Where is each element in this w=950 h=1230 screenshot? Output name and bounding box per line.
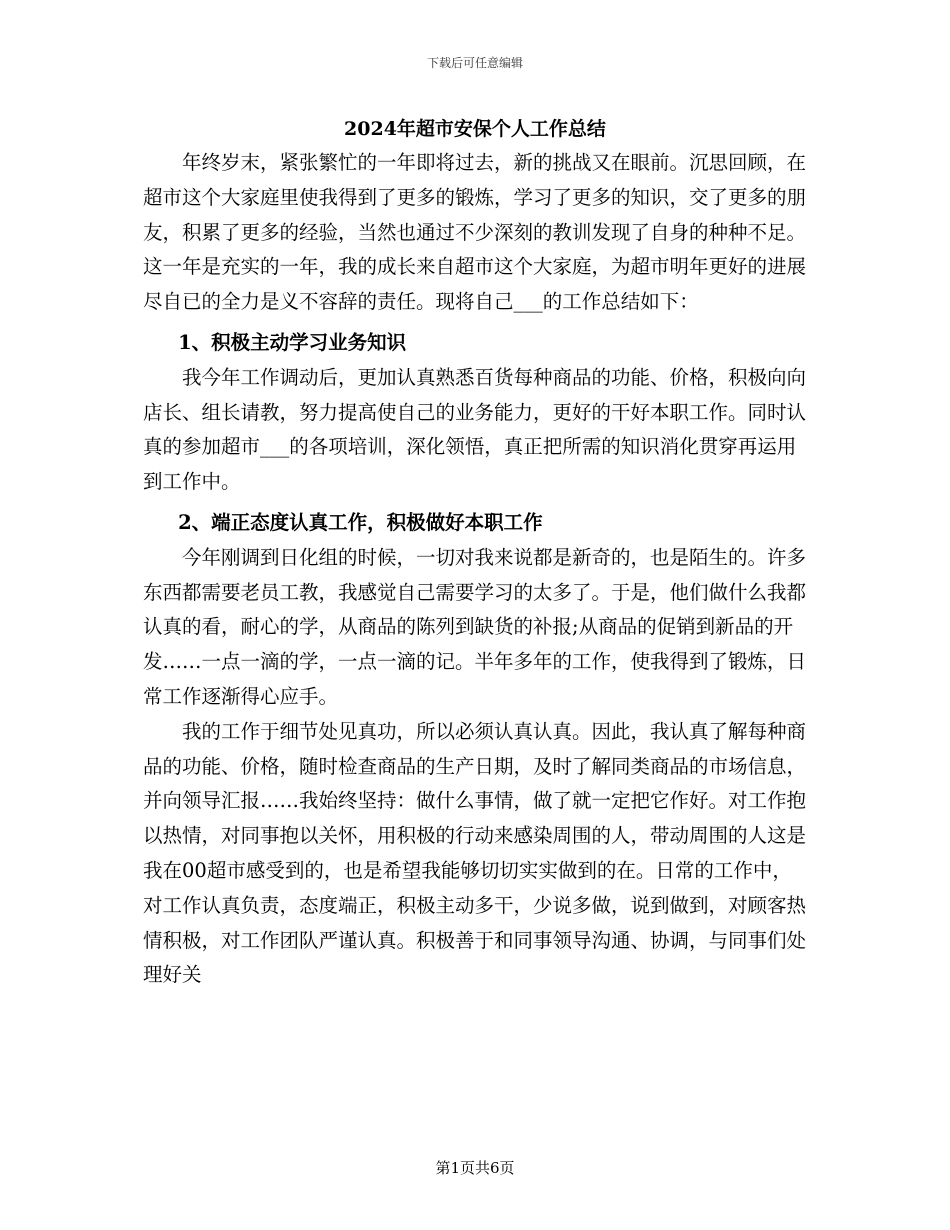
section-heading-1: 1、积极主动学习业务知识 [178, 330, 407, 354]
document-title: 2024年超市安保个人工作总结 [344, 118, 606, 140]
page-number: 第1页共6页 [435, 1159, 515, 1177]
section-1-paragraph-1: 我今年工作调动后，更加认真熟悉百货每种商品的功能、价格，积极向向店长、组长请教，努力提高使自己的业务能力，更好的干好本职工作。同时认真的参加超市___的各项培训，深化领悟，真正把所需的知识消化贯穿再运用到工作中。 [143, 365, 807, 494]
intro-paragraph: 年终岁末，紧张繁忙的一年即将过去，新的挑战又在眼前。沉思回顾，在超市这个大家庭里使我得到了更多的锻炼，学习了更多的知识，交了更多的朋友，积累了更多的经验，当然也通过不少深刻的教训发现了自身的种种不足。这一年是充实的一年，我的成长来自超市这个大家庭，为超市明年更好的进展尽自已的全力是义不容辞的责任。现将自己___的工作总结如下： [143, 151, 807, 314]
section-2-paragraph-2: 我的工作于细节处见真功，所以必须认真认真。因此，我认真了解每种商品的功能、价格，随时检查商品的生产日期，及时了解同类商品的市场信息，并向领导汇报……我始终坚持：做什么事情，做了就一定把它作好。对工作抱以热情，对同事抱以关怀，用积极的行动来感染周围的人，带动周围的人这是我在00超市感受到的，也是希望我能够切切实实做到的在。日常的工作中，对工作认真负责，态度端正，积极主动多干，少说多做，说到做到，对顾客热情积极，对工作团队严谨认真。积极善于和同事领导沟通、协调，与同事们处理好关 [143, 719, 807, 987]
section-heading-2: 2、端正态度认真工作，积极做好本职工作 [178, 510, 543, 534]
header-note: 下载后可任意编辑 [426, 56, 523, 70]
section-2-paragraph-1: 今年刚调到日化组的时候，一切对我来说都是新奇的，也是陌生的。许多东西都需要老员工教，我感觉自己需要学习的太多了。于是，他们做什么我都认真的看，耐心的学，从商品的陈列到缺货的补报;从商品的促销到新品的开发……一点一滴的学，一点一滴的记。半年多年的工作，使我得到了锻炼，日常工作逐渐得心应手。 [143, 545, 807, 708]
document-body [143, 146, 808, 993]
